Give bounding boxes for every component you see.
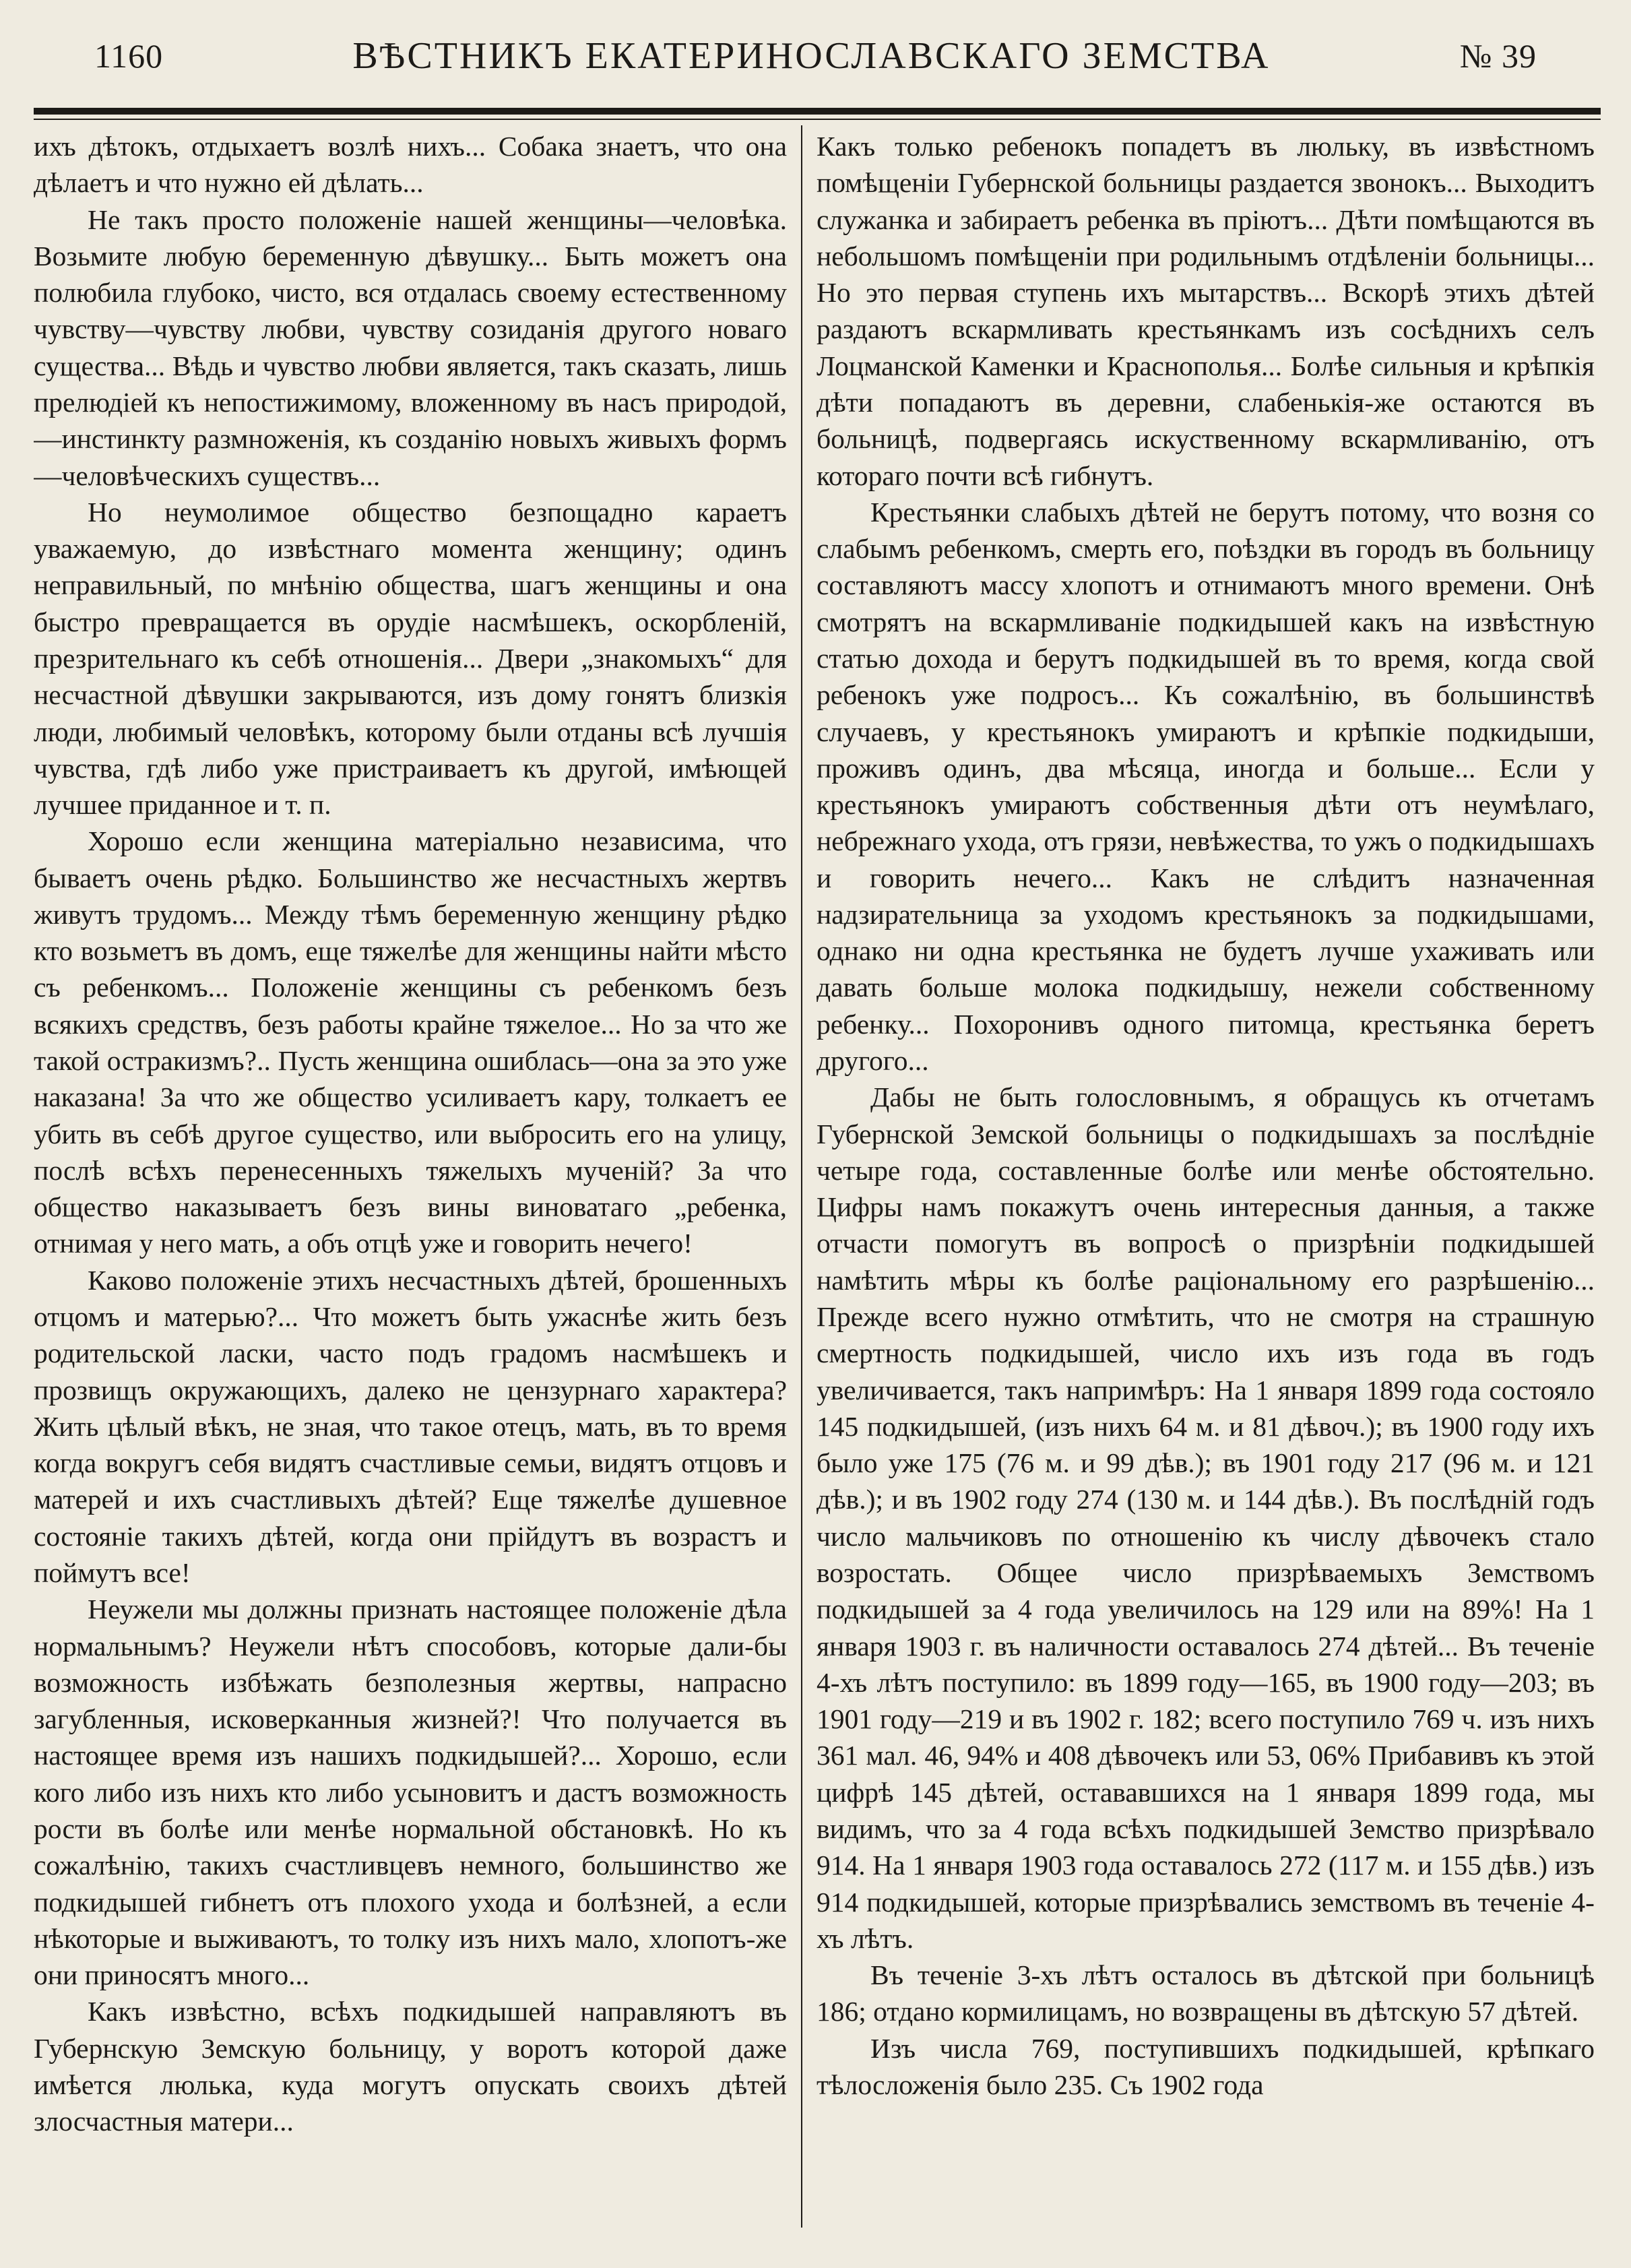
paragraph: Не такъ просто положеніе нашей женщины—человѣка. Возьмите любую беременную дѣвушку... Быть можетъ она полюбила глубоко, чисто, вся отдалась своему естественному чувству—чувству любви, чувству созиданія другого новаго существа... Вѣдь и чувство любви является, такъ сказать, лишь прелюдіей къ непостижимому, вложенному въ насъ природой,—инстинкту размноженія, къ созданію новыхъ живыхъ формъ—человѣческихъ существъ...: [34, 203, 787, 491]
running-header: [94, 19, 1537, 93]
right-column: [817, 128, 1595, 2244]
page-number: 1160: [94, 37, 164, 75]
paragraph: Хорошо если женщина матеріально независима, что бываетъ очень рѣдко. Большинство же несчастныхъ жертвъ живутъ трудомъ... Между тѣмъ беременную женщину рѣдко кто возьметъ въ домъ, еще тяжелѣе для женщины найти мѣсто съ ребенкомъ... Положеніе женщины съ ребенкомъ безъ всякихъ средствъ, безъ работы крайне тяжелое... Но за что же такой остракизмъ?.. Пусть женщина ошиблась—она за это уже наказана! За что же общество усиливаетъ кару, толкаетъ ее убить въ себѣ другое существо, или выбросить его на улицу, послѣ всѣхъ перенесенныхъ тяжелыхъ мученій? За что общество наказываетъ безъ вины виноватаго „ребенка, отнимая у него мать, а объ отцѣ уже и говорить нечего!: [34, 825, 787, 1259]
paragraph: Дабы не быть голословнымъ, я обращусь къ отчетамъ Губернской Земской больницы о подкидышахъ за послѣдніе четыре года, составленные болѣе или менѣе обстоятельно. Цифры намъ покажутъ очень интересныя данныя, а также отчасти помогутъ въ вопросѣ о призрѣніи подкидышей намѣтить мѣры къ болѣе раціональному его разрѣшенію... Прежде всего нужно отмѣтить, что не смотря на страшную смертность подкидышей, число ихъ изъ года въ годъ увеличивается, такъ напримѣръ: На 1 января 1899 года состояло 145 подкидышей, (изъ нихъ 64 м. и 81 дѣвоч.); въ 1900 году ихъ было уже 175 (76 м. и 99 дѣв.); въ 1901 году 217 (96 м. и 121 дѣв.); и въ 1902 году 274 (130 м. и 144 дѣв.). Въ послѣдній годъ число мальчиковъ по отношенію къ числу дѣвочекъ стало возростать. Общее число призрѣваемыхъ Земствомъ подкидышей за 4 года увеличилось на 129 или на 89%! На 1 января 1903 г. въ наличности оставалось 274 дѣтей... Въ теченіе 4-хъ лѣтъ поступило: въ 1899 году—165, въ 1900 году—203; въ 1901 году—219 и въ 1902 г. 182; всего поступило 769 ч. изъ нихъ 361 мал. 46, 94% и 408 дѣвочекъ или 53, 06% Прибавивъ къ этой цифрѣ 145 дѣтей, остававшихся на 1 января 1899 года, мы видимъ, что за 4 года всѣхъ подкидышей Земство призрѣвало 914. На 1 января 1903 года оставалось 272 (117 м. и 155 дѣв.) изъ 914 подкидышей, которые призрѣвались земствомъ въ теченіе 4-хъ лѣтъ.: [817, 1081, 1595, 1954]
paragraph: Крестьянки слабыхъ дѣтей не берутъ потому, что возня со слабымъ ребенкомъ, смерть его, поѣздки въ городъ въ больницу составляютъ массу хлопотъ и отнимаютъ много времени. Онѣ смотрятъ на вскармливаніе подкидышей какъ на извѣстную статью дохода и берутъ подкидышей въ то время, когда свой ребенокъ уже подросъ... Къ сожалѣнію, въ большинствѣ случаевъ, у крестьянокъ умираютъ и крѣпкіе подкидыши, проживъ одинъ, два мѣсяца, иногда и больше... Если у крестьянокъ умираютъ собственныя дѣти отъ неумѣлаго, небрежнаго ухода, отъ грязи, невѣжества, то ужъ о подкидышахъ и говорить нечего... Какъ не слѣдитъ назначенная надзирательница за уходомъ крестьянокъ за подкидышами, однако ни одна крестьянка не будетъ лучше ухаживать или давать больше молока подкидышу, нежели собственному ребенку... Похоронивъ одного питомца, крестьянка беретъ другого...: [817, 496, 1595, 1077]
paragraph: Но неумолимое общество безпощадно караетъ уважаемую, до извѣстнаго момента женщину; одинъ неправильный, по мнѣнію общества, шагъ женщины и она быстро превращается въ орудіе насмѣшекъ, оскорбленій, презрительнаго къ себѣ отношенія... Двери „знакомыхъ“ для несчастной дѣвушки закрываются, изъ дому гонятъ близкія люди, любимый человѣкъ, которому были отданы всѣ лучшія чувства, гдѣ либо уже пристраиваетъ къ другой, имѣющей лучшее приданное и т. п.: [34, 496, 787, 821]
paragraph: Изъ числа 769, поступившихъ подкидышей, крѣпкаго тѣлосложенія было 235. Съ 1902 года: [817, 2032, 1595, 2100]
header-rule-thick: [34, 108, 1601, 115]
left-column: [34, 128, 787, 2244]
paragraph: Въ теченіе 3-хъ лѣтъ осталось въ дѣтской при больницѣ 186; отдано кормилицамъ, но возвращены въ дѣтскую 57 дѣтей.: [817, 1959, 1595, 2027]
header-rule-thin: [34, 119, 1601, 120]
paragraph: Какъ извѣстно, всѣхъ подкидышей направляютъ въ Губернскую Земскую больницу, у воротъ которой даже имѣется люлька, куда могутъ опускать своихъ дѣтей злосчастныя матери...: [34, 1996, 787, 2137]
column-divider: [801, 125, 802, 2228]
paragraph: Неужели мы должны признать настоящее положеніе дѣла нормальнымъ? Неужели нѣтъ способовъ, которые дали-бы возможность избѣжать безполезныя жертвы, напрасно загубленныя, исковерканныя жизней?! Что получается въ настоящее время изъ нашихъ подкидышей?... Хорошо, если кого либо изъ нихъ кто либо усыновитъ и дастъ возможность рости въ болѣе или менѣе нормальной обстановкѣ. Но къ сожалѣнію, такихъ счастливцевъ немного, большинство же подкидышей гибнетъ отъ плохого ухода и болѣзней, а если нѣкоторые и выживаютъ, то толку изъ нихъ мало, хлопотъ-же они приносятъ много...: [34, 1594, 787, 1991]
issue-number: № 39: [1459, 37, 1537, 75]
journal-title: ВѢСТНИКЪ ЕКАТЕРИНОСЛАВСКАГО ЗЕМСТВА: [352, 35, 1271, 77]
paragraph: Какъ только ребенокъ попадетъ въ люльку, въ извѣстномъ помѣщеніи Губернской больницы раздается звонокъ... Выходитъ служанка и забираетъ ребенка въ пріютъ... Дѣти помѣщаются въ небольшомъ помѣщеніи при родильнымъ отдѣленіи больницы... Но это первая ступень ихъ мытарствъ... Вскорѣ этихъ дѣтей раздаютъ вскармливать крестьянкамъ изъ сосѣднихъ селъ Лоцманской Каменки и Краснополья... Болѣе сильныя и крѣпкія дѣти попадаютъ въ деревни, слабенькія-же остаются въ больницѣ, подвергаясь искуственному вскармливанію, отъ котораго почти всѣ гибнутъ.: [817, 131, 1595, 491]
paragraph: Каково положеніе этихъ несчастныхъ дѣтей, брошенныхъ отцомъ и матерью?... Что можетъ быть ужаснѣе жить безъ родительской ласки, часто подъ градомъ насмѣшекъ и прозвищъ окружающихъ, далеко не цензурнаго характера? Жить цѣлый вѣкъ, не зная, что такое отецъ, мать, въ то время когда вокругъ себя видятъ счастливые семьи, видятъ отцовъ и матерей и ихъ счастливыхъ дѣтей? Еще тяжелѣе душевное состояніе такихъ дѣтей, когда они прійдутъ въ возрастъ и поймутъ все!: [34, 1264, 787, 1588]
paragraph: ихъ дѣтокъ, отдыхаетъ возлѣ нихъ... Собака знаетъ, что она дѣлаетъ и что нужно ей дѣлать...: [34, 131, 787, 199]
